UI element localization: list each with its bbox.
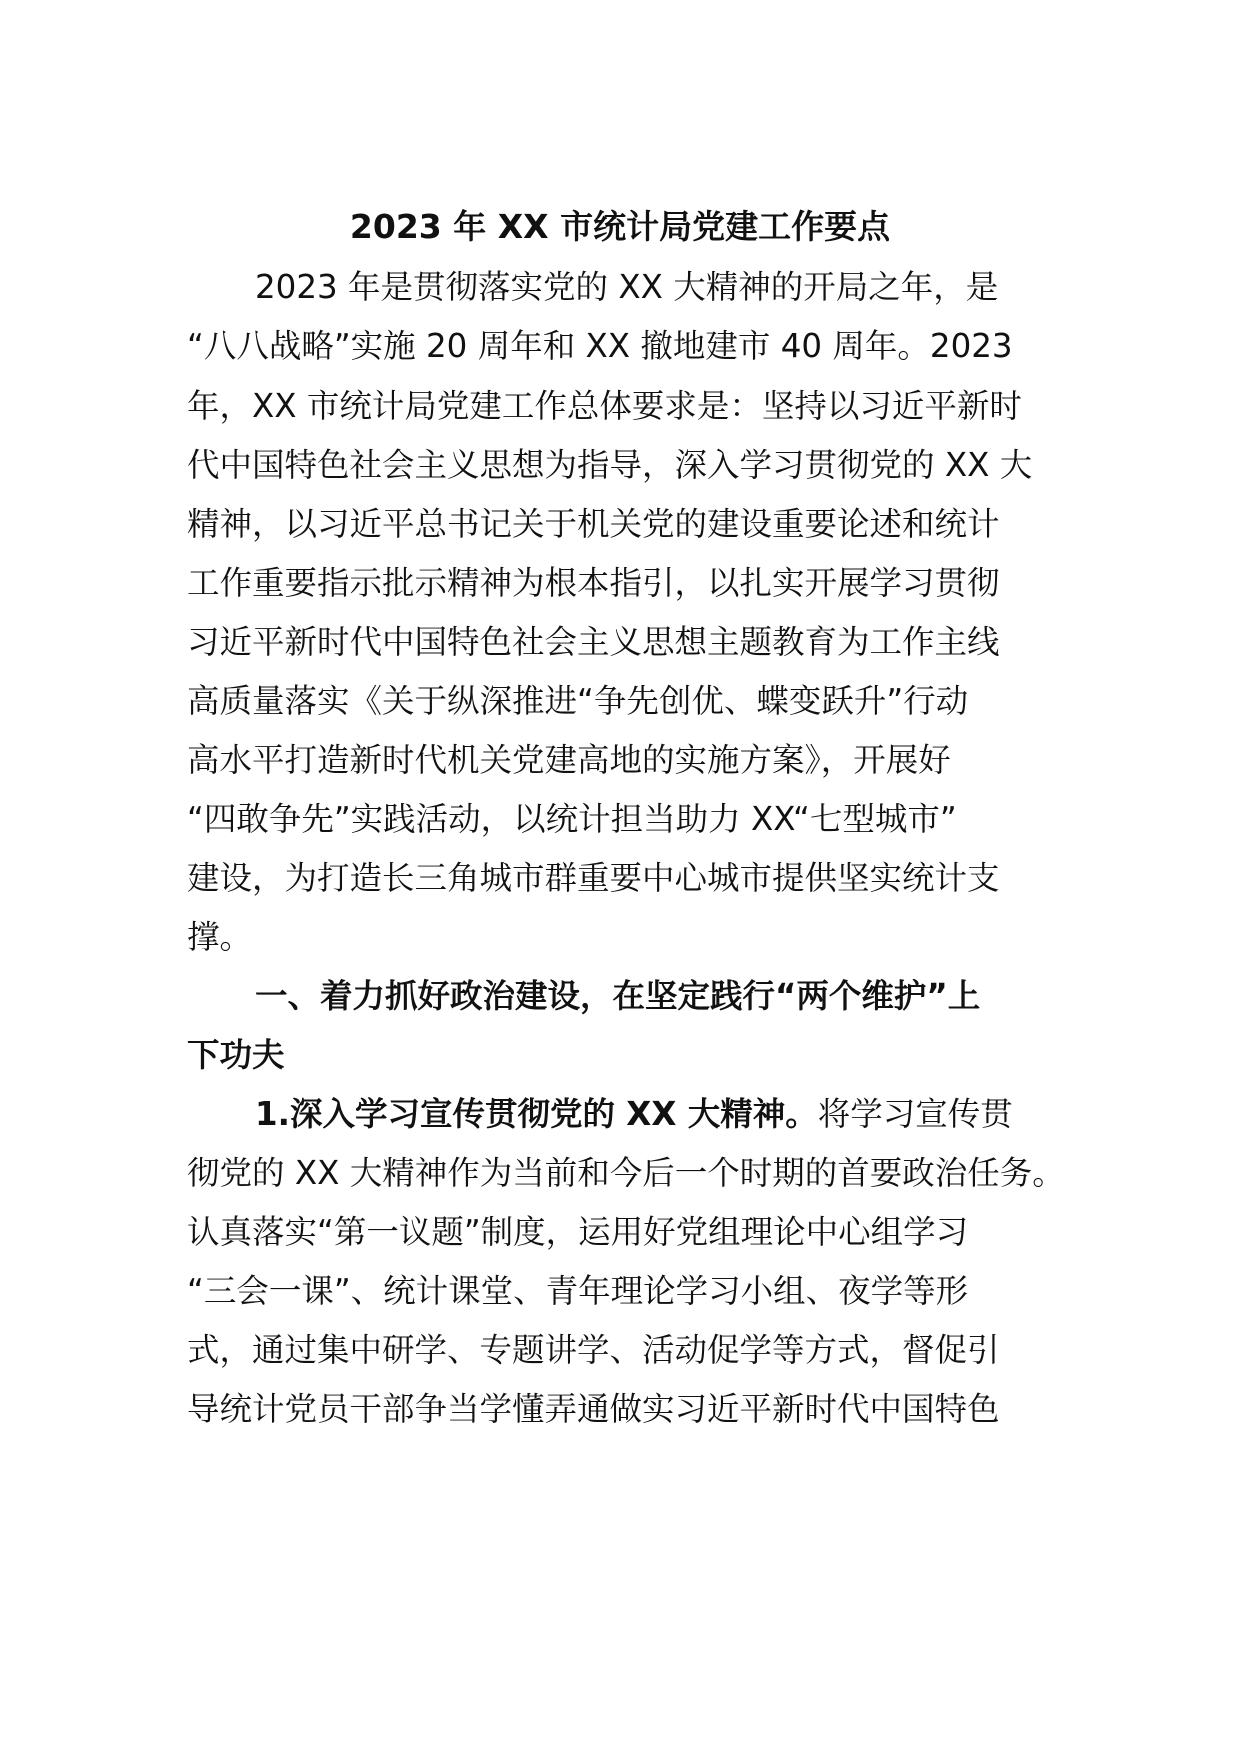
intro-line-7: 习近平新时代中国特色社会主义思想主题教育为工作主线 [187, 623, 1000, 661]
item-1-line-3: 认真落实“第一议题”制度，运用好党组理论中心组学习 [187, 1213, 969, 1251]
section-1-heading-line-1: 一、着力抓好政治建设，在坚定践行“两个维护”上 [255, 977, 981, 1015]
intro-line-12: 撑。 [187, 918, 253, 956]
intro-line-10: “四敢争先”实践活动，以统计担当助力 XX“七型城市” [187, 800, 957, 838]
intro-line-3: 年，XX 市统计局党建工作总体要求是：坚持以习近平新时 [187, 387, 1022, 425]
intro-line-6: 工作重要指示批示精神为根本指引，以扎实开展学习贯彻 [187, 564, 1000, 602]
item-1-line-6: 导统计党员干部争当学懂弄通做实习近平新时代中国特色 [187, 1390, 1000, 1428]
intro-line-9: 高水平打造新时代机关党建高地的实施方案》，开展好 [187, 741, 951, 779]
document-title: 2023 年 XX 市统计局党建工作要点 [349, 207, 891, 246]
item-1-line-4: “三会一课”、统计课堂、青年理论学习小组、夜学等形 [187, 1272, 969, 1310]
intro-line-8: 高质量落实《关于纵深推进“争先创优、蝶变跃升”行动 [187, 682, 969, 720]
item-1-first-line [255, 1090, 1013, 1138]
intro-line-4: 代中国特色社会主义思想为指导，深入学习贯彻党的 XX 大 [187, 446, 1033, 484]
item-1-title: 1.深入学习宣传贯彻党的 XX 大精神。 [255, 1095, 818, 1133]
intro-line-5: 精神，以习近平总书记关于机关党的建设重要论述和统计 [187, 505, 1000, 543]
intro-line-1: 2023 年是贯彻落实党的 XX 大精神的开局之年，是 [255, 268, 999, 306]
intro-line-11: 建设，为打造长三角城市群重要中心城市提供坚实统计支 [187, 859, 1000, 897]
intro-line-2: “八八战略”实施 20 周年和 XX 撤地建市 40 周年。2023 [187, 327, 1013, 365]
item-1-line-2: 彻党的 XX 大精神作为当前和今后一个时期的首要政治任务。 [187, 1154, 1065, 1192]
section-1-heading-line-2: 下功夫 [187, 1036, 285, 1074]
item-1-first-line-rest: 将学习宣传贯 [817, 1095, 1013, 1133]
item-1-line-5: 式，通过集中研学、专题讲学、活动促学等方式，督促引 [187, 1331, 1000, 1369]
